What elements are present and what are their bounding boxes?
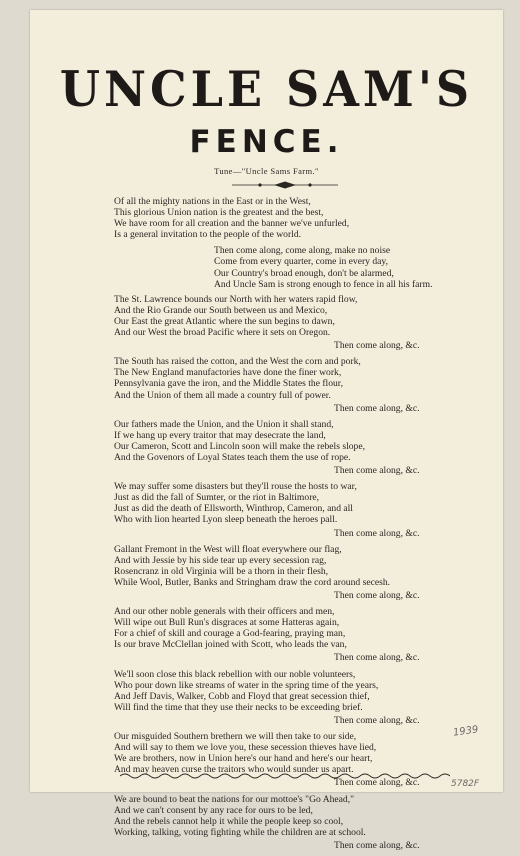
- chorus-line: Come from every quarter, come in every day,: [214, 256, 389, 268]
- verse-line: Just as did the death of Ellsworth, Winthrop, Cameron, and all: [114, 503, 353, 515]
- verse-line: And Jeff Davis, Walker, Cobb and Floyd that great secession thief,: [114, 690, 370, 702]
- verse-line: Just as did the fall of Sumter, or the riot in Baltimore,: [114, 492, 320, 504]
- wavy-border-icon: [120, 772, 450, 780]
- chorus-line: And Uncle Sam is strong enough to fence in all his farm.: [214, 278, 433, 290]
- verse-line: And our West the broad Pacific where it sets on Oregon.: [114, 327, 331, 339]
- stanza-10: [114, 794, 514, 851]
- verse-line: We may suffer some disasters but they'll rouse the hosts to war,: [114, 481, 357, 493]
- verse-line: While Wool, Butler, Banks and Stringham draw the cord around secesh.: [114, 576, 391, 588]
- handwritten-year: 1939: [452, 724, 480, 739]
- verse-line: If we hang up every traitor that may desecrate the land,: [114, 429, 326, 441]
- tune-line: Tune—"Uncle Sams Farm.": [214, 166, 319, 176]
- verse-line: We are bound to beat the nations for our mottoe's "Go Ahead,": [114, 793, 355, 805]
- verse-line: Will wipe out Bull Run's disgraces at some Hatteras again,: [114, 617, 340, 629]
- verse-line: And our other noble generals with their officers and men,: [114, 606, 335, 618]
- verse-line: And will say to them we love you, these secession thieves have lied,: [114, 742, 377, 754]
- verse-line: And the Govenors of Loyal States teach them the use of rope.: [114, 451, 351, 463]
- verse-line: And the rebels cannot help it while the people keep so cool,: [114, 815, 344, 827]
- stanza-7: [114, 606, 514, 663]
- refrain: Then come along, &c.: [334, 839, 420, 851]
- title-line-1: UNCLE SAM'S: [59, 60, 474, 118]
- verse-line: The New England manufactories have done the finer work,: [114, 367, 342, 379]
- verse-line: The St. Lawrence bounds our North with her waters rapid flow,: [114, 293, 358, 305]
- verse-line: We have room for all creation and the banner we've unfurled,: [114, 218, 350, 230]
- verse-line: Our fathers made the Union, and the Union it shall stand,: [114, 418, 334, 430]
- verse-line: Who pour down like streams of water in the spring time of the years,: [114, 679, 379, 691]
- stanza-6: [114, 544, 514, 601]
- verse-line: The South has raised the cotton, and the West the corn and pork,: [114, 356, 361, 368]
- verse-line: Working, talking, voting fighting while the children are at school.: [114, 826, 366, 838]
- verse-line: We'll soon close this black rebellion with our noble volunteers,: [114, 668, 356, 680]
- verse-line: Rosencranz in old Virginia will be a thorn in their flesh,: [114, 565, 329, 577]
- stanza-4: [114, 419, 514, 476]
- verse-line: Pennsylvania gave the iron, and the Middle States the flour,: [114, 378, 344, 390]
- title-line-2: FENCE.: [189, 124, 344, 160]
- verse-line: Our East the great Atlantic where the sun begins to dawn,: [114, 315, 335, 327]
- verse-line: Is a general invitation to the people of the world.: [114, 229, 302, 241]
- stanza-2: [114, 294, 514, 351]
- verse-line: For a chief of skill and courage a God-fearing, praying man,: [114, 628, 346, 640]
- verse-line: Who with lion hearted Lyon sleep beneath the heroes pall.: [114, 514, 338, 526]
- verse-line: This glorious Union nation is the greatest and the best,: [114, 207, 324, 219]
- verse-line: We are brothers, now in Union here's our hand and here's our heart,: [114, 753, 373, 765]
- verse-line: Our Cameron, Scott and Lincoln soon will make the rebels slope,: [114, 440, 365, 452]
- chorus-line: Then come along, come along, make no noise: [214, 245, 391, 257]
- verse-line: And the Union of them all made a country full of power.: [114, 389, 331, 401]
- refrain: Then come along, &c.: [334, 465, 420, 477]
- verse-line: Gallant Fremont in the West will float everywhere our flag,: [114, 543, 342, 555]
- refrain: Then come along, &c.: [334, 714, 420, 726]
- stanza-8: [114, 669, 514, 726]
- song-verses: [114, 196, 514, 856]
- refrain: Then come along, &c.: [334, 590, 420, 601]
- refrain: Then come along, &c.: [334, 652, 420, 664]
- stanza-1: [114, 196, 514, 240]
- stanza-3: [114, 356, 514, 413]
- broadside-sheet: [30, 10, 503, 851]
- verse-line: Is our brave McClellan joined with Scott, who leads the van,: [114, 639, 347, 651]
- verse-line: And the Rio Grande our South between us and Mexico,: [114, 304, 328, 316]
- refrain: Then come along, &c.: [334, 402, 420, 414]
- catalog-number: 5782F: [451, 779, 480, 789]
- divider-ornament-icon: [230, 180, 340, 190]
- refrain: Then come along, &c.: [334, 527, 420, 539]
- chorus-line: Our Country's broad enough, don't be alarmed,: [214, 267, 394, 279]
- verse-line: And we can't consent by any race for ours to be led,: [114, 804, 313, 816]
- refrain: Then come along, &c.: [334, 777, 420, 789]
- verse-line: Will find the time that they use their necks to be exceeding brief.: [114, 701, 363, 713]
- verse-line: And may heaven curse the traitors who would sunder us apart.: [114, 764, 354, 776]
- verse-line: Of all the mighty nations in the East or in the West,: [114, 196, 311, 207]
- chorus: [214, 245, 514, 289]
- stanza-5: [114, 481, 514, 538]
- refrain: Then come along, &c.: [334, 340, 420, 352]
- verse-line: And with Jessie by his side tear up every secession rag,: [114, 554, 327, 566]
- verse-line: Our misguided Southern brethern we will then take to our side,: [114, 731, 357, 743]
